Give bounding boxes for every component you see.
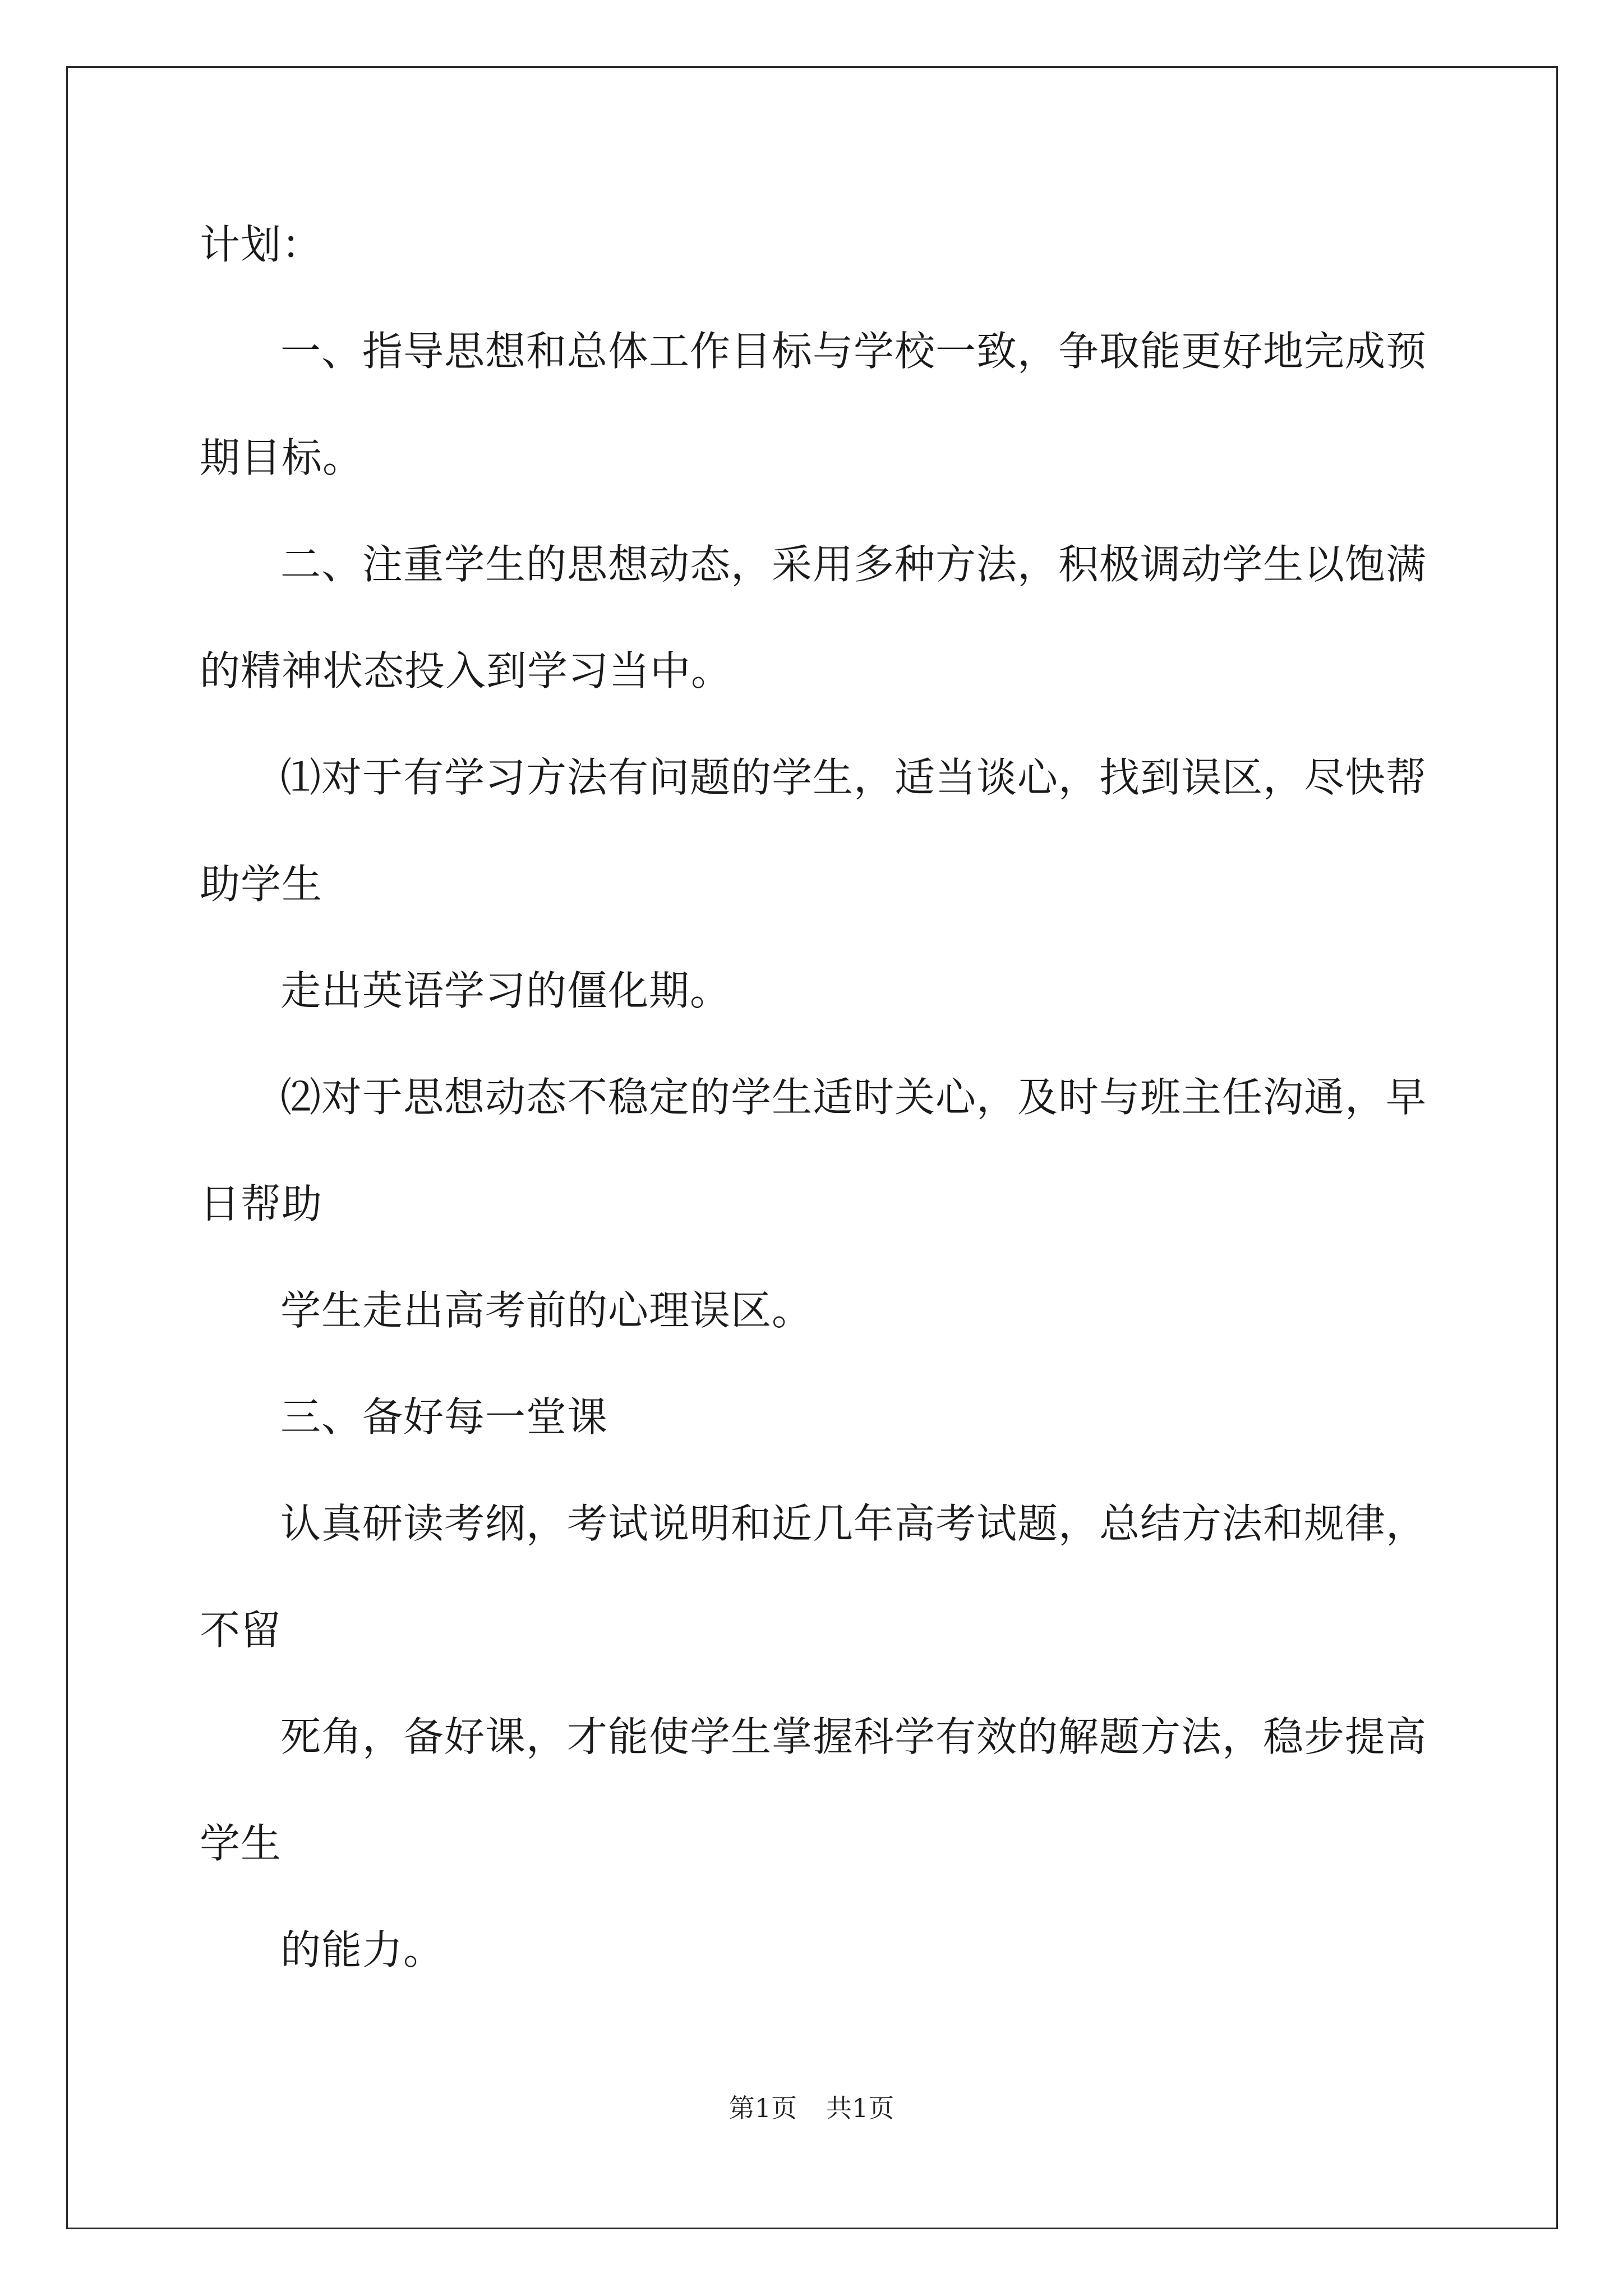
document-body [200, 221, 1433, 2036]
text-line: 死角，备好课，才能使学生掌握科学有效的解题方法，稳步提高 [280, 1713, 1427, 1760]
text-line: 的能力。 [280, 1926, 445, 1973]
text-line: ⑵对于思想动态不稳定的学生适时关心，及时与班主任沟通，早 [280, 1074, 1427, 1121]
text-line: 的精神状态投入到学习当中。 [200, 647, 732, 694]
text-line: 计划： [200, 221, 323, 268]
text-line: 助学生 [200, 861, 323, 908]
page-number: 第1页 [728, 2093, 797, 2123]
total-pages: 共1页 [826, 2093, 895, 2123]
text-line: 走出英语学习的僵化期。 [280, 967, 731, 1014]
text-line: 学生 [200, 1820, 282, 1867]
page-footer [0, 2095, 1623, 2121]
text-line: 一、指导思想和总体工作目标与学校一致，争取能更好地完成预 [280, 328, 1427, 375]
text-line: 期目标。 [200, 434, 364, 481]
text-line: 二、注重学生的思想动态，采用多种方法，积极调动学生以饱满 [280, 541, 1427, 588]
text-line: 日帮助 [200, 1180, 323, 1227]
text-line: 不留 [200, 1607, 282, 1654]
text-line: 认真研读考纲，考试说明和近几年高考试题，总结方法和规律， [280, 1500, 1427, 1547]
text-line: 学生走出高考前的心理误区。 [280, 1287, 813, 1334]
text-line: 三、备好每一堂课 [280, 1393, 608, 1441]
text-line: ⑴对于有学习方法有问题的学生，适当谈心，找到误区，尽快帮 [280, 754, 1427, 801]
